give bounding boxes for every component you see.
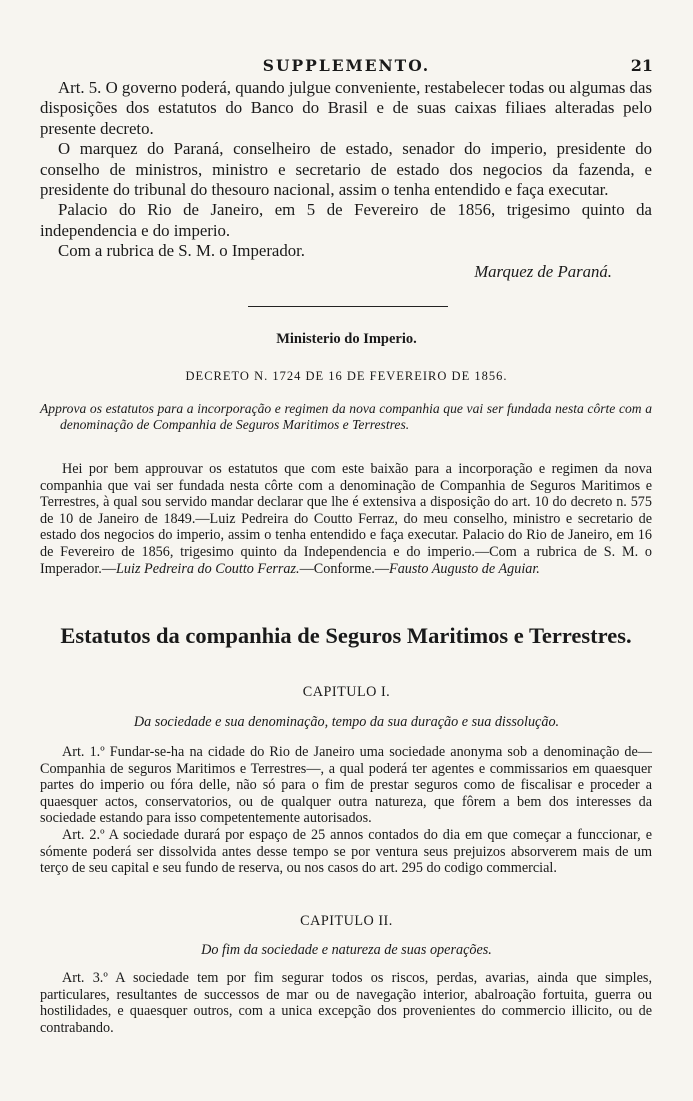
conforme-text: —Conforme.— <box>299 560 390 577</box>
article-5: Art. 5. O governo poderá, quando julgue conveniente, restabelecer todas ou algumas das disposições dos estatutos do Banco do Brasil e de suas caixas filiaes alteradas pelo presente decreto. <box>40 78 652 138</box>
article-3: Art. 3.º A sociedade tem por fim segurar todos os riscos, perdas, avarias, ainda que simples, particulares, resultantes de successos de mar ou de navegação interior, abalroação fortuita, guerra ou hostilidades, e quaesquer outros, com a unica excepção dos provenientes do commercio illicito, ou de contrabando. <box>40 970 652 1036</box>
decree-summary <box>40 401 652 433</box>
section-divider <box>248 306 448 307</box>
signature-marquez: Marquez de Paraná. <box>474 261 612 281</box>
chapter-1-subtitle: Da sociedade e sua denominação, tempo da sua duração e sua dissolução. <box>133 714 560 730</box>
chapter-2-heading: CAPITULO II. <box>300 913 393 929</box>
chapter-2-subtitle: Do fim da sociedade e natureza de suas operações. <box>201 942 492 958</box>
signature-aguiar: Fausto Augusto de Aguiar. <box>389 560 540 577</box>
chapter-1-heading: CAPITULO I. <box>302 684 391 700</box>
decree-paragraph <box>40 461 652 577</box>
running-title: SUPPLEMENTO. <box>262 56 431 75</box>
palacio-paragraph: Palacio do Rio de Janeiro, em 5 de Fevereiro de 1856, trigesimo quinto da independencia e do imperio. <box>40 200 652 240</box>
page-number: 21 <box>630 56 653 75</box>
rubrica-line: Com a rubrica de S. M. o Imperador. <box>58 241 305 261</box>
article-1: Art. 1.º Fundar-se-ha na cidade do Rio de Janeiro uma sociedade anonyma sob a denominação de—Companhia de seguros Maritimos e Terrestres—, a qual poderá ter agentes e commissarios em quaesquer partes do imperio ou fóra delle, não só para o fim de prestar seguros como de fiscalisar e proceder a quaesquer actos, conservatorios, ou de qualquer outra natureza, que fôrem a bem dos interesses da sociedade estando para isso competentemente autorisados. <box>40 744 652 827</box>
decree-body-text: Hei por bem approuvar os estatutos que com este baixão para a incorporação e regimen da nova companhia que vai ser fundada nesta côrte com a denominação de Companhia de Seguros Maritimos e Terrestres, à qual sou servido mandar declarar que lhe é extensiva a disposição do art. 10 do decreto n. 575 de 10 de Janeiro de 1849.—Luiz Pedreira do Coutto Ferraz, do meu conselho, ministro e secretario de estado dos negocios do imperio, assim o tenha entendido e faça executar. Palacio do Rio de Janeiro, em 16 de Fevereiro de 1856, trigesimo quinto da Independencia e do imperio.—Com a rubrica de S. M. o Imperador.— <box>40 461 652 577</box>
decree-heading: DECRETO N. 1724 DE 16 DE FEVEREIRO DE 1856. <box>185 369 508 383</box>
article-2: Art. 2.º A sociedade durará por espaço de 25 annos contados do dia em que começar a funccionar, e sómente poderá ser dissolvida antes desse tempo se por ventura seus prejuizos absorverem mais de um terço de seu capital e seu fundo de reserva, ou nos casos do art. 295 do codigo commercial. <box>40 826 652 877</box>
signature-ferraz: Luiz Pedreira do Coutto Ferraz. <box>116 560 300 577</box>
page-header <box>40 56 653 78</box>
statutes-title: Estatutos da companhia de Seguros Maritimos e Terrestres. <box>60 623 632 648</box>
chapter-1-articles <box>40 744 652 877</box>
ministry-heading: Ministerio do Imperio. <box>276 331 417 347</box>
marquez-paragraph: O marquez do Paraná, conselheiro de estado, senador do imperio, presidente do conselho de ministros, ministro e secretario de estado dos negocios da fazenda, e presidente do tribunal do thesouro nacional, assim o tenha entendido e faça executar. <box>40 139 652 200</box>
approva-text: Approva os estatutos para a incorporação e regimen da nova companhia que vai ser fundada nesta côrte com a denominação de Companhia de Seguros Maritimos e Terrestres. <box>40 401 652 432</box>
chapter-2-articles <box>40 970 652 1036</box>
decree-body <box>40 461 652 577</box>
decree-conclusion <box>40 78 652 282</box>
